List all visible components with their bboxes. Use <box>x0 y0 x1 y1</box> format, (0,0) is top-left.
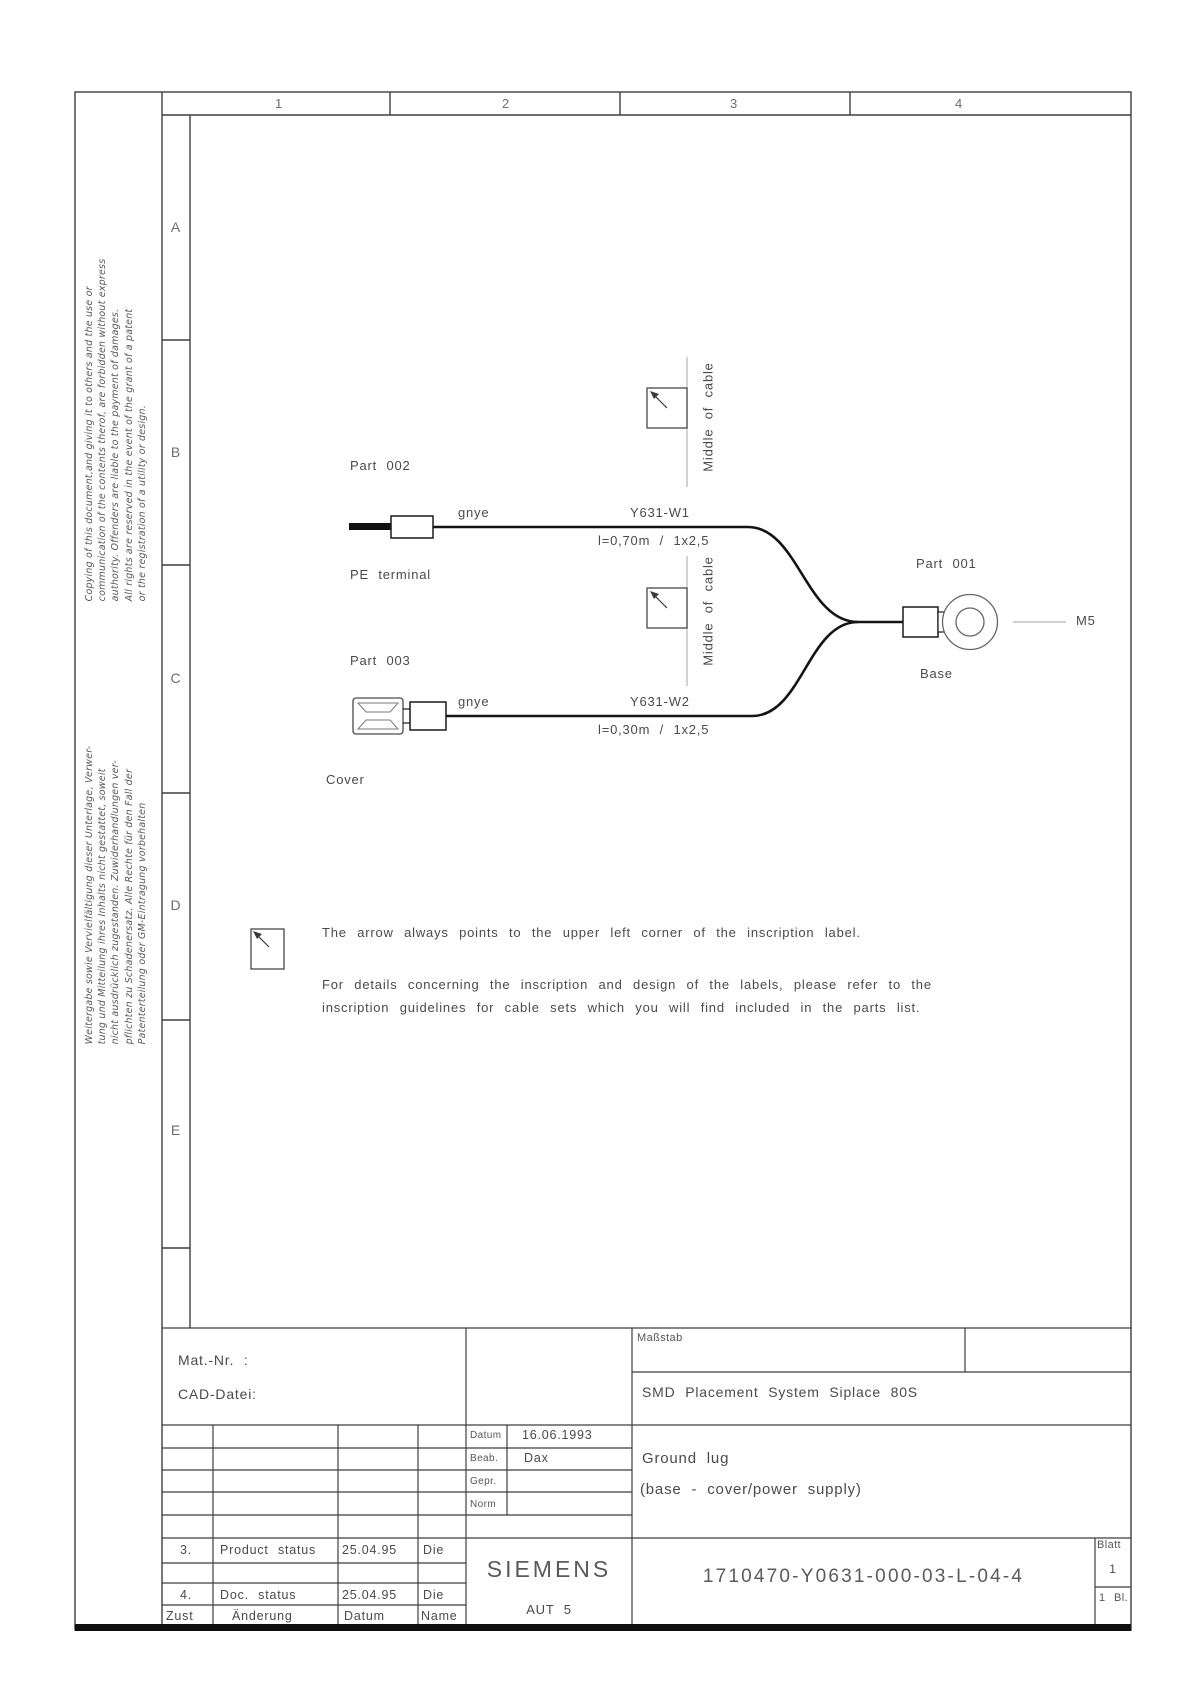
cover-label: Cover <box>326 772 365 787</box>
sheet-total: 1 Bl. <box>1099 1592 1129 1604</box>
legal-line: Patenterteilung oder GM-Eintragung vorbehalten <box>136 802 148 1045</box>
revision-header-zust: Zust <box>166 1609 194 1623</box>
middle-of-cable-lines <box>687 357 1066 686</box>
legal-line: All rights are reserved in the event of the grant of a patent <box>123 308 135 602</box>
grid-row-a: A <box>170 219 182 235</box>
inscription-label-marker-w1 <box>647 388 687 428</box>
w1-wire-name: Y631-W1 <box>630 505 690 520</box>
grid-column-2: 2 <box>501 96 511 111</box>
revision-row-name: Die <box>423 1543 445 1557</box>
approval-label-gepr: Gepr. <box>470 1476 497 1487</box>
legal-line: pflichten zu Schadenersatz. Alle Rechte für den Fall der <box>123 768 135 1045</box>
note-line-2: For details concerning the inscription and design of the labels, please refer to the <box>322 977 932 992</box>
legal-line: Weitergabe sowie Vervielfältigung dieser Unterlage, Verwer- <box>83 745 95 1045</box>
grid-row-b: B <box>170 444 182 460</box>
grid-column-4: 4 <box>954 96 964 111</box>
revision-row-change: Product status <box>220 1543 317 1557</box>
approval-label-beab: Beab. <box>470 1453 499 1464</box>
grid-row-d: D <box>170 897 182 913</box>
company-logo-text: SIEMENS <box>486 1556 612 1582</box>
approval-value-datum: 16.06.1993 <box>522 1428 593 1442</box>
legal-line: or the registration of a utility or design. <box>136 405 148 602</box>
revision-row-date: 25.04.95 <box>342 1588 398 1602</box>
revision-row-rev: 4. <box>180 1588 193 1602</box>
w2-middle-of-cable-label: Middle of cable <box>700 556 716 666</box>
document-number: 1710470-Y0631-000-03-L-04-4 <box>702 1566 1025 1587</box>
scale-label: Maßstab <box>637 1332 683 1344</box>
inscription-label-marker-w2 <box>647 588 687 628</box>
system-name: SMD Placement System Siplace 80S <box>642 1384 918 1400</box>
w1-middle-of-cable-label: Middle of cable <box>700 362 716 472</box>
revision-header-name: Name <box>421 1609 458 1623</box>
grid-column-3: 3 <box>729 96 739 111</box>
approval-label-norm: Norm <box>470 1499 497 1510</box>
legal-line: nicht ausdrücklich zugestanden. Zuwiderhandlungen ver- <box>110 760 122 1045</box>
w1-wire-spec: l=0,70m / 1x2,5 <box>598 533 710 548</box>
w2-wire-color: gnye <box>458 694 490 709</box>
legal-line: authority. Offenders are liable to the payment of damages. <box>110 308 122 602</box>
revision-row-date: 25.04.95 <box>342 1543 398 1557</box>
legal-notice-german <box>83 746 149 1045</box>
approval-value-beab: Dax <box>524 1451 549 1465</box>
cad-file-label: CAD-Datei: <box>178 1386 257 1402</box>
cable-w2 <box>353 622 858 734</box>
grid-row-e: E <box>170 1122 182 1138</box>
part-002-label: Part 002 <box>350 458 411 473</box>
w1-wire-color: gnye <box>458 505 490 520</box>
drawing-title-line2: (base - cover/power supply) <box>640 1481 862 1498</box>
ring-terminal <box>858 595 998 650</box>
w2-wire-spec: l=0,30m / 1x2,5 <box>598 722 710 737</box>
legal-line: tung und Mitteilung ihres Inhalts nicht gestattet, soweit <box>97 768 109 1045</box>
revision-header-datum: Datum <box>344 1609 385 1623</box>
drawing-title-line1: Ground lug <box>642 1450 730 1467</box>
legal-line: Copying of this document,and giving it to others and the use or <box>83 286 95 602</box>
department-label: AUT 5 <box>526 1602 572 1617</box>
sheet-label: Blatt <box>1097 1539 1122 1551</box>
base-label: Base <box>920 666 953 681</box>
legal-notice-english <box>83 259 149 602</box>
revision-row-name: Die <box>423 1588 445 1602</box>
mat-nr-label: Mat.-Nr. : <box>178 1352 249 1368</box>
inscription-label-marker-note <box>251 929 284 969</box>
grid-column-1: 1 <box>274 96 284 111</box>
revision-header-aenderung: Änderung <box>232 1609 293 1623</box>
note-line-1: The arrow always points to the upper left corner of the inscription label. <box>322 925 861 940</box>
revision-row-change: Doc. status <box>220 1588 297 1602</box>
part-003-label: Part 003 <box>350 653 411 668</box>
revision-row-rev: 3. <box>180 1543 193 1557</box>
sheet-number: 1 <box>1109 1562 1117 1576</box>
w2-wire-name: Y631-W2 <box>630 694 690 709</box>
grid-row-c: C <box>170 670 182 686</box>
legal-line: communication of the contents therof, are forbidden without express <box>97 258 109 602</box>
part-001-label: Part 001 <box>916 556 977 571</box>
pe-terminal-label: PE terminal <box>350 567 431 582</box>
m5-label: M5 <box>1076 613 1096 628</box>
note-line-3: inscription guidelines for cable sets which you will find included in the parts list. <box>322 1000 921 1015</box>
sheet-bottom-heavy-line <box>75 1624 1131 1631</box>
approval-label-datum: Datum <box>470 1430 502 1441</box>
